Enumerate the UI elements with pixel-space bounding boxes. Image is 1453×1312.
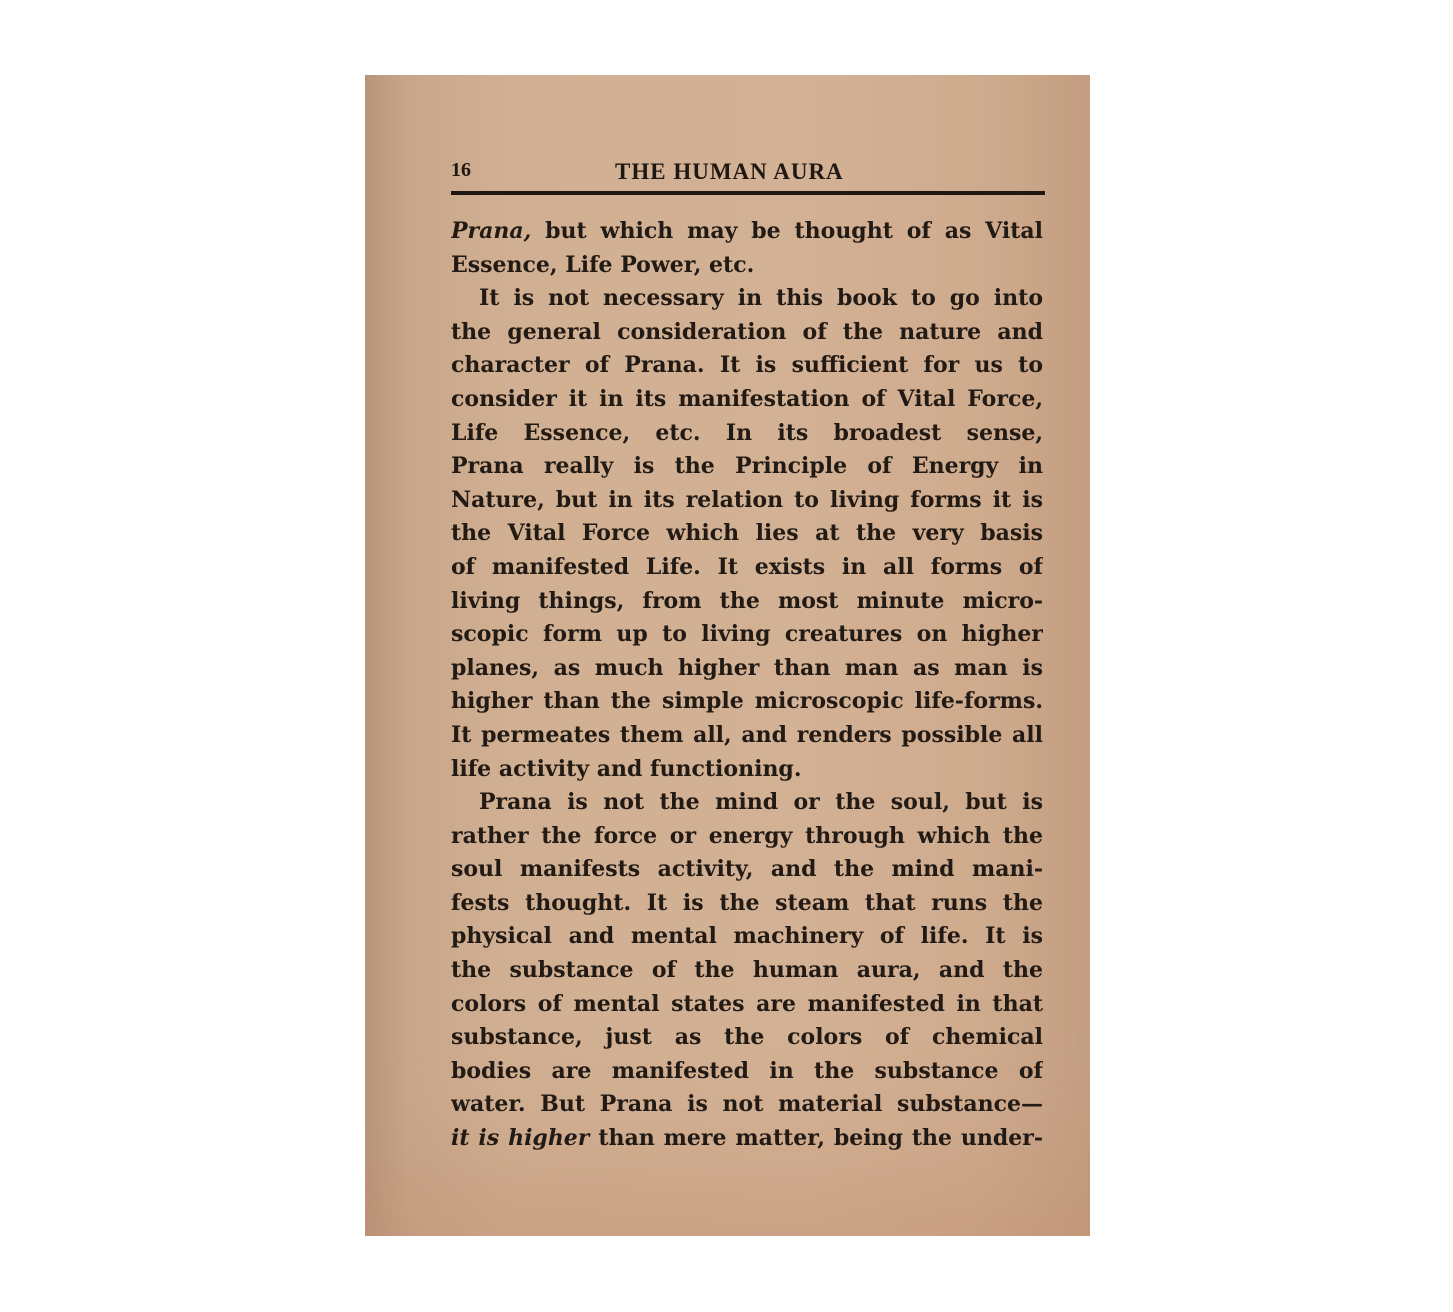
text-line bbox=[451, 417, 1043, 451]
text-run: character of Prana. It is sufficient for us to bbox=[451, 352, 1043, 379]
text-run: the substance of the human aura, and the bbox=[451, 957, 1043, 984]
text-line bbox=[451, 551, 1043, 585]
italic-text: it is higher bbox=[451, 1125, 590, 1152]
text-line bbox=[451, 954, 1043, 988]
text-line bbox=[451, 786, 1043, 820]
italic-text: Prana, bbox=[451, 218, 532, 244]
text-run: Prana really is the Principle of Energy in bbox=[451, 453, 1043, 480]
text-run: the general consideration of the nature and bbox=[451, 318, 1043, 345]
text-line bbox=[451, 753, 1043, 787]
text-line bbox=[451, 652, 1043, 686]
text-run: It is not necessary in this book to go into bbox=[479, 285, 1043, 312]
text-run: Prana is not the mind or the soul, but is bbox=[479, 789, 1043, 816]
text-run: life activity and functioning. bbox=[451, 755, 802, 782]
text-run: water. But Prana is not material substance— bbox=[451, 1091, 1043, 1118]
text-line bbox=[451, 1021, 1043, 1055]
text-line bbox=[451, 719, 1043, 753]
text-run: physical and mental machinery of life. It is bbox=[451, 923, 1043, 950]
text-run: of manifested Life. It exists in all forms of bbox=[451, 553, 1043, 580]
text-line bbox=[451, 820, 1043, 854]
text-run: rather the force or energy through which the bbox=[451, 822, 1043, 849]
text-line bbox=[451, 517, 1043, 551]
text-line bbox=[451, 988, 1043, 1022]
text-line bbox=[451, 585, 1043, 619]
header-rule bbox=[451, 191, 1045, 195]
text-run: fests thought. It is the steam that runs the bbox=[451, 889, 1043, 916]
text-line bbox=[451, 484, 1043, 518]
text-line bbox=[451, 383, 1043, 417]
text-line bbox=[451, 1088, 1043, 1122]
text-run: substance, just as the colors of chemical bbox=[451, 1024, 1043, 1051]
text-run: Nature, but in its relation to living forms it is bbox=[451, 486, 1043, 513]
text-line bbox=[451, 685, 1043, 719]
text-run: planes, as much higher than man as man is bbox=[451, 654, 1043, 681]
text-line bbox=[451, 349, 1043, 383]
text-line bbox=[451, 282, 1043, 316]
running-title: THE HUMAN AURA bbox=[615, 159, 844, 184]
text-line bbox=[451, 618, 1043, 652]
text-run: living things, from the most minute micro- bbox=[451, 587, 1043, 614]
book-page bbox=[365, 75, 1090, 1236]
text-line bbox=[451, 215, 1043, 249]
text-run: Essence, Life Power, etc. bbox=[451, 251, 755, 278]
text-line bbox=[451, 887, 1043, 921]
text-run: It permeates them all, and renders possible all bbox=[451, 721, 1043, 748]
text-run: soul manifests activity, and the mind mani- bbox=[451, 856, 1043, 883]
text-run: higher than the simple microscopic life-forms. bbox=[451, 688, 1043, 715]
body-text bbox=[451, 215, 1043, 1156]
text-run: but which may be thought of as Vital bbox=[531, 218, 1043, 244]
running-header bbox=[451, 159, 1043, 189]
text-run: than mere matter, being the under- bbox=[589, 1125, 1043, 1152]
text-line bbox=[451, 450, 1043, 484]
text-run: bodies are manifested in the substance of bbox=[451, 1057, 1043, 1084]
text-run: colors of mental states are manifested in that bbox=[451, 990, 1043, 1017]
text-run: scopic form up to living creatures on higher bbox=[451, 621, 1043, 648]
text-line bbox=[451, 1055, 1043, 1089]
text-line bbox=[451, 1122, 1043, 1156]
text-run: the Vital Force which lies at the very basis bbox=[451, 520, 1043, 547]
text-run: consider it in its manifestation of Vital Force, bbox=[451, 385, 1043, 412]
page-number: 16 bbox=[451, 159, 471, 181]
text-line bbox=[451, 920, 1043, 954]
text-line bbox=[451, 316, 1043, 350]
text-run: Life Essence, etc. In its broadest sense, bbox=[451, 419, 1043, 446]
text-line bbox=[451, 853, 1043, 887]
text-line bbox=[451, 249, 1043, 283]
